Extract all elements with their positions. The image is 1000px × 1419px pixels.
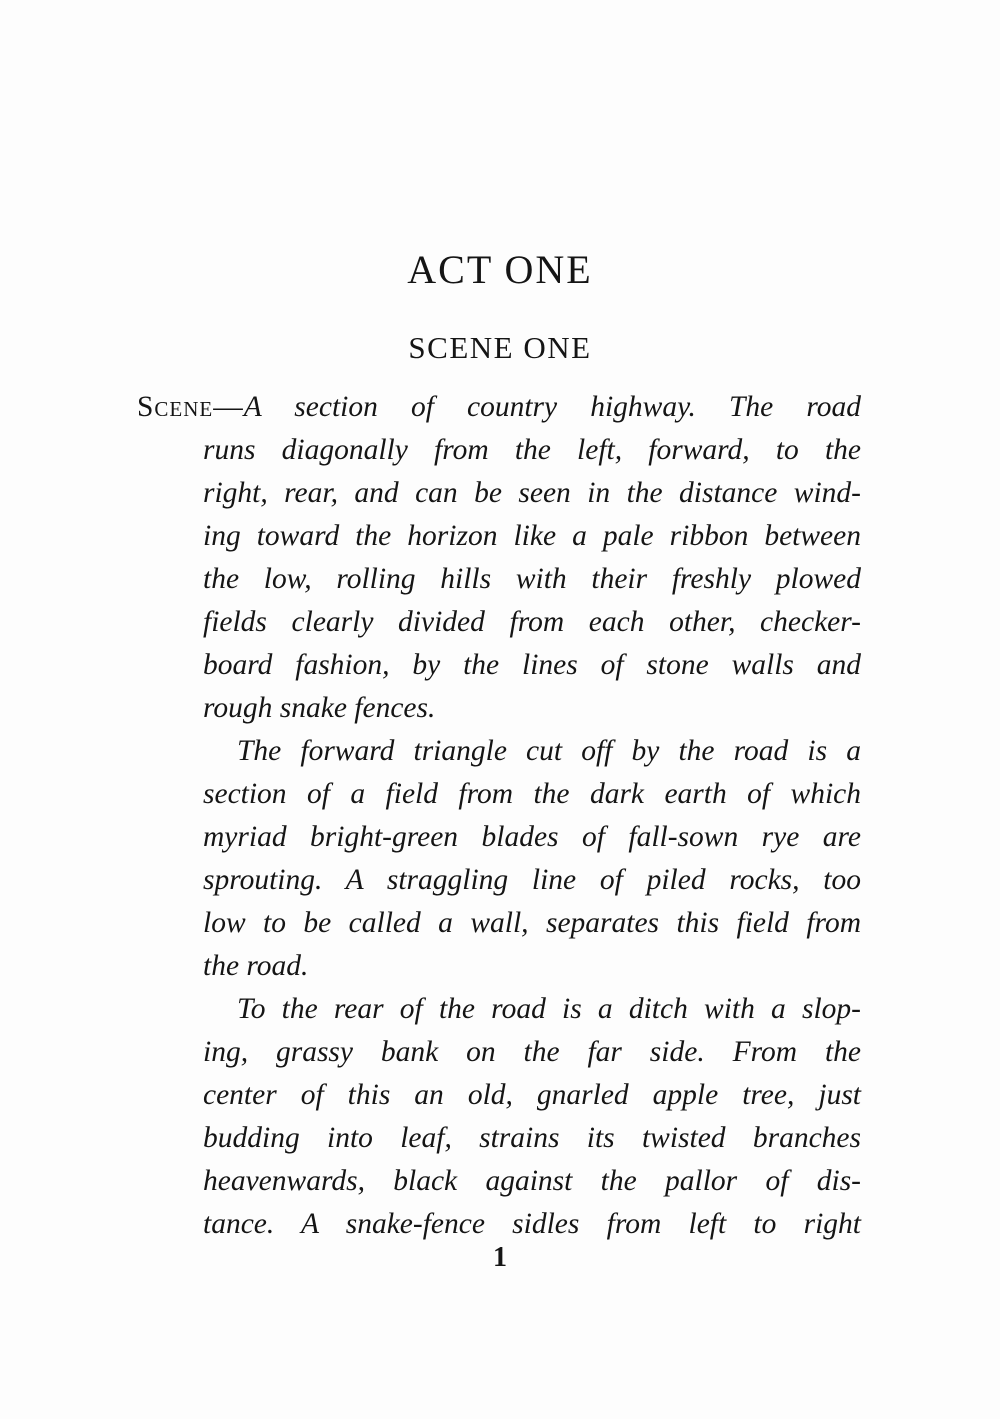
- text-line: fields clearly divided from each other, checker-: [203, 606, 861, 638]
- text-line: the road.: [203, 950, 309, 982]
- act-title: ACT ONE: [407, 247, 593, 292]
- text-line: low to be called a wall, separates this field from: [203, 907, 861, 939]
- text-line: runs diagonally from the left, forward, to the: [203, 434, 861, 466]
- scene-label: Scene—: [137, 391, 244, 423]
- text-line: ing toward the horizon like a pale ribbon between: [203, 520, 861, 552]
- text-line: section of a field from the dark earth of which: [203, 778, 861, 810]
- text-line: the low, rolling hills with their freshly plowed: [203, 563, 861, 595]
- text-line: sprouting. A straggling line of piled rocks, too: [203, 864, 861, 896]
- text-line: tance. A snake-fence sidles from left to right: [203, 1208, 861, 1240]
- page-number: 1: [493, 1242, 507, 1273]
- text-line: board fashion, by the lines of stone walls and: [203, 649, 861, 681]
- text-line: ing, grassy bank on the far side. From the: [203, 1036, 861, 1068]
- text-line: The forward triangle cut off by the road is a: [237, 735, 861, 767]
- text-line: myriad bright-green blades of fall-sown rye are: [203, 821, 861, 853]
- scene-title: SCENE ONE: [408, 330, 592, 365]
- text-line: rough snake fences.: [203, 692, 436, 724]
- text-line: heavenwards, black against the pallor of dis-: [203, 1165, 861, 1197]
- text-line: budding into leaf, strains its twisted branches: [203, 1122, 861, 1154]
- text-line: right, rear, and can be seen in the distance wind-: [203, 477, 861, 509]
- text-line: center of this an old, gnarled apple tree, just: [203, 1079, 861, 1111]
- text-line: To the rear of the road is a ditch with a slop-: [237, 993, 861, 1025]
- text-line: Scene—A section of country highway. The road: [137, 391, 861, 423]
